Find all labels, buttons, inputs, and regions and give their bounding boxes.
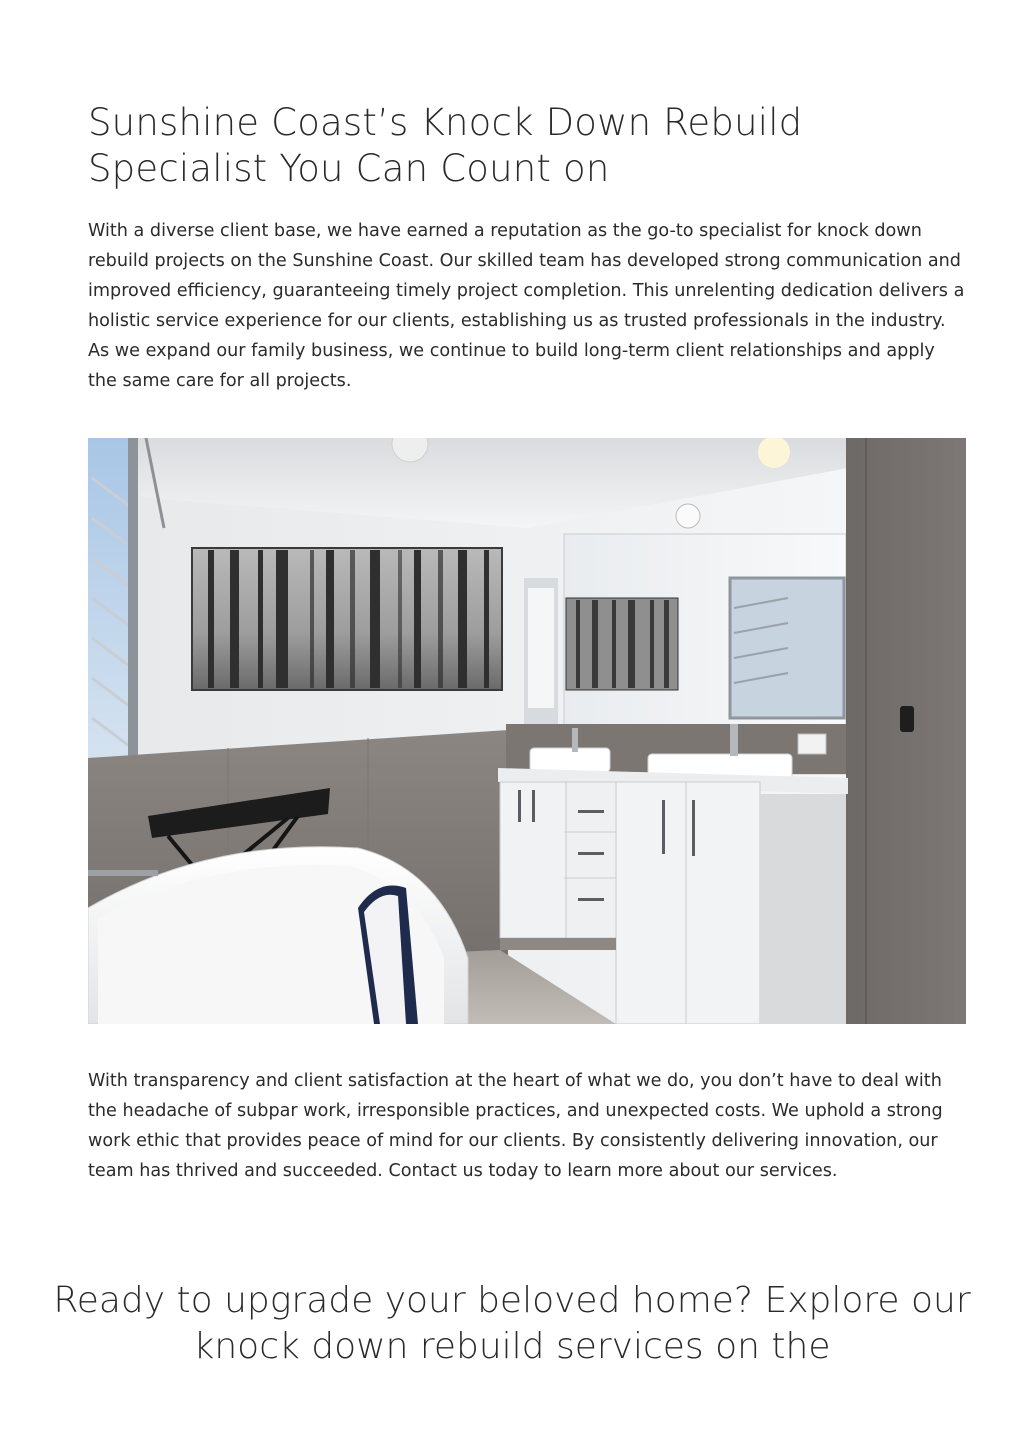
section-heading: Sunshine Coast’s Knock Down Rebuild Specialist You Can Count on <box>88 101 803 190</box>
cta-heading: Ready to upgrade your beloved home? Explore our knock down rebuild services on the <box>53 1280 971 1367</box>
closing-paragraph: With transparency and client satisfaction at the heart of what we do, you don’t have to deal with the headache of subpar work, irresponsible practices, and unexpected costs. We uphold a strong work ethic that provides peace of mind for our clients. By consistently delivering innovation, our team has thrived and succeeded. Contact us today to learn more about our services. <box>88 1071 943 1181</box>
bathroom-photo <box>88 438 966 1024</box>
intro-paragraph: With a diverse client base, we have earned a reputation as the go-to specialist for knock down rebuild projects on the Sunshine Coast. Our skilled team has developed strong communication and improved efficiency, guaranteeing timely project completion. This unrelenting dedication delivers a holistic service experience for our clients, establishing us as trusted professionals in the industry. As we expand our family business, we continue to build long-term client relationships and apply the same care for all projects. <box>88 221 965 391</box>
